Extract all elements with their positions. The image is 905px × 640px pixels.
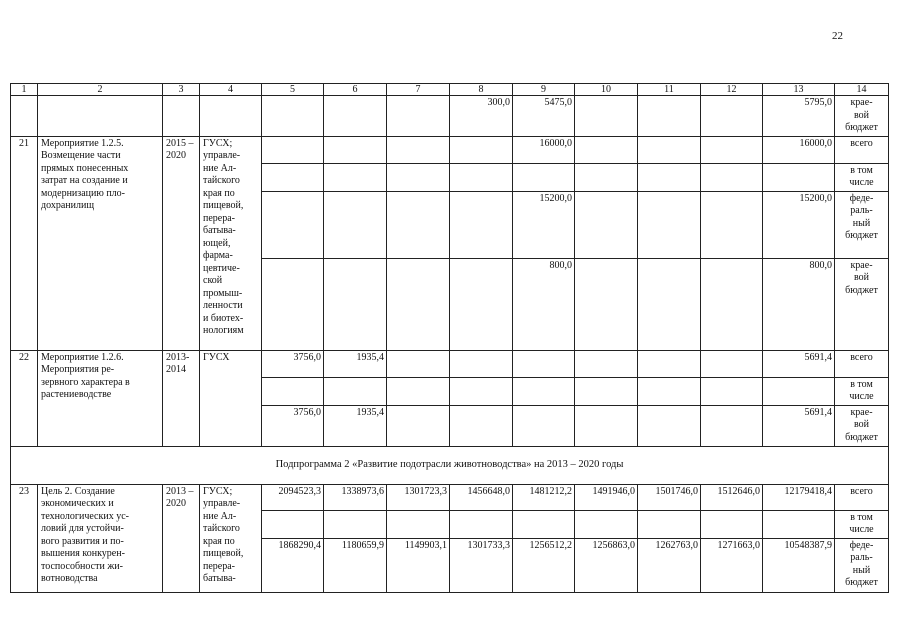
cell-c5: 2094523,3 [262,484,324,510]
cell-c6: 1338973,6 [324,484,387,510]
funding-source: всего [835,350,889,377]
header-cell: 10 [575,84,638,96]
cell-c8: 1301733,3 [450,538,513,592]
row-number: 23 [11,484,38,592]
cell-c9: 16000,0 [513,136,575,163]
funding-source: феде- раль- ный бюджет [835,538,889,592]
cell-c9: 15200,0 [513,191,575,258]
cell-c13: 15200,0 [763,191,835,258]
funding-source: крае- вой бюджет [835,405,889,446]
subprogram-heading: Подпрограмма 2 «Развитие подотрасли животноводства» на 2013 – 2020 годы [11,446,889,484]
funding-source: феде- раль- ный бюджет [835,191,889,258]
measure-name: Мероприятие 1.2.6. Мероприятия ре- зервного характера в растениеводстве [38,350,163,446]
cell-c13: 5795,0 [763,96,835,137]
table-row [11,350,889,377]
funding-source: всего [835,484,889,510]
header-cell: 3 [163,84,200,96]
funding-source: крае- вой бюджет [835,258,889,350]
header-cell: 7 [387,84,450,96]
cell-c6: 1935,4 [324,350,387,377]
cell-c13: 5691,4 [763,350,835,377]
table-row [11,484,889,510]
funding-source: крае- вой бюджет [835,96,889,137]
budget-table [10,83,889,593]
executor: ГУСХ; управле- ние Ал- тайского края по пищевой, перера- батыва- ющей, фарма- цевтиче- ской промыш- ленности и биотех- нологиям [200,136,262,350]
cell-c9: 1256512,2 [513,538,575,592]
funding-source: всего [835,136,889,163]
row-number: 21 [11,136,38,350]
header-cell: 14 [835,84,889,96]
cell-c13: 5691,4 [763,405,835,446]
cell-c6: 1180659,9 [324,538,387,592]
cell-c5: 1868290,4 [262,538,324,592]
cell-c5: 3756,0 [262,405,324,446]
header-cell: 5 [262,84,324,96]
cell-c9: 5475,0 [513,96,575,137]
executor: ГУСХ [200,350,262,446]
years: 2015 – 2020 [163,136,200,350]
header-cell: 11 [638,84,701,96]
cell-c11: 1262763,0 [638,538,701,592]
years: 2013 – 2020 [163,484,200,592]
header-cell: 1 [11,84,38,96]
cell-c10: 1491946,0 [575,484,638,510]
measure-name: Мероприятие 1.2.5. Возмещение части прямых понесенных затрат на создание и модернизацию пло- дохранилищ [38,136,163,350]
table-row [11,96,889,137]
executor: ГУСХ; управле- ние Ал- тайского края по пищевой, перера- батыва- [200,484,262,592]
header-cell: 13 [763,84,835,96]
cell-c7: 1301723,3 [387,484,450,510]
cell-c13: 12179418,4 [763,484,835,510]
header-cell: 12 [701,84,763,96]
cell-c13: 16000,0 [763,136,835,163]
years: 2013- 2014 [163,350,200,446]
cell-c12: 1512646,0 [701,484,763,510]
funding-source: в том числе [835,163,889,191]
header-cell: 4 [200,84,262,96]
row-number: 22 [11,350,38,446]
cell-c10: 1256863,0 [575,538,638,592]
cell-c11: 1501746,0 [638,484,701,510]
header-cell: 6 [324,84,387,96]
header-row [11,84,889,96]
cell-c12: 1271663,0 [701,538,763,592]
cell-c13: 10548387,9 [763,538,835,592]
cell-c8: 1456648,0 [450,484,513,510]
cell-c9: 1481212,2 [513,484,575,510]
header-cell: 8 [450,84,513,96]
table-row [11,136,889,163]
cell-c13: 800,0 [763,258,835,350]
cell-c9: 800,0 [513,258,575,350]
measure-name: Цель 2. Создание экономических и технологических ус- ловий для устойчи- вого развития и по- вышения конкурен- тоспособности жи- вотноводства [38,484,163,592]
funding-source: в том числе [835,510,889,538]
header-cell: 2 [38,84,163,96]
funding-source: в том числе [835,377,889,405]
page-number: 22 [832,30,843,42]
table-row [11,446,889,484]
cell-c7: 1149903,1 [387,538,450,592]
cell-c6: 1935,4 [324,405,387,446]
cell-c5: 3756,0 [262,350,324,377]
header-cell: 9 [513,84,575,96]
cell-c8: 300,0 [450,96,513,137]
